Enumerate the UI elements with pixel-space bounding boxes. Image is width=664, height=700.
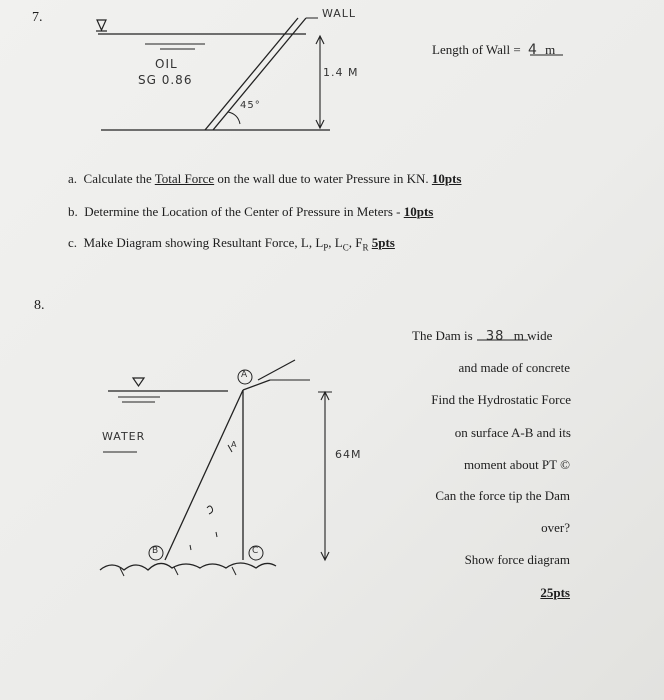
length-of-wall: Length of Wall = 4 m — [432, 42, 556, 58]
dam-line-4: moment about PT © — [463, 457, 570, 472]
sg-label: SG 0.86 — [138, 73, 193, 87]
dam-line-7: Show force diagram — [464, 552, 570, 567]
height-label-7: 1.4 M — [323, 66, 359, 79]
wall-label: WALL — [322, 7, 357, 20]
point-c-label: C — [252, 546, 260, 556]
problem-8-number: 8. — [34, 298, 45, 313]
problem-7-number: 7. — [32, 10, 43, 25]
point-b-label: B — [152, 546, 160, 556]
height-label-8: 64M — [335, 448, 362, 461]
inclined-wall — [205, 18, 298, 130]
water-surface-symbol — [133, 378, 144, 386]
ground-line — [100, 563, 276, 570]
dam-line-6: over? — [541, 520, 570, 535]
question-a: a. Calculate the Total Force on the wall due to water Pressure in KN. 10pts — [68, 171, 462, 186]
question-b: b. Determine the Location of the Center of Pressure in Meters - 10pts — [68, 204, 434, 219]
question-c: c. Make Diagram showing Resultant Force, L, $L_P$, $L_C$, $F_R$ 5pts — [68, 235, 395, 253]
water-label: WATER — [102, 430, 146, 443]
dam-line-2: Find the Hydrostatic Force — [431, 392, 571, 407]
length-value: 4 — [527, 42, 538, 58]
dam-face-ab — [165, 390, 243, 560]
angle-arc — [228, 112, 240, 124]
dam-line-1: and made of concrete — [458, 360, 570, 375]
dam-width-line: The Dam is 38 m wide — [412, 328, 553, 344]
oil-label: OIL — [155, 57, 178, 71]
dam-points: 25pts — [540, 585, 570, 600]
angle-label: 45° — [240, 100, 261, 111]
dam-line-5: Can the force tip the Dam — [435, 488, 570, 503]
free-surface-symbol — [97, 20, 106, 30]
dam-line-3: on surface A-B and its — [454, 425, 571, 440]
point-a-inner-label: A — [231, 440, 238, 449]
dam-width-value: 38 — [485, 329, 505, 344]
point-a-label: A — [241, 370, 249, 380]
